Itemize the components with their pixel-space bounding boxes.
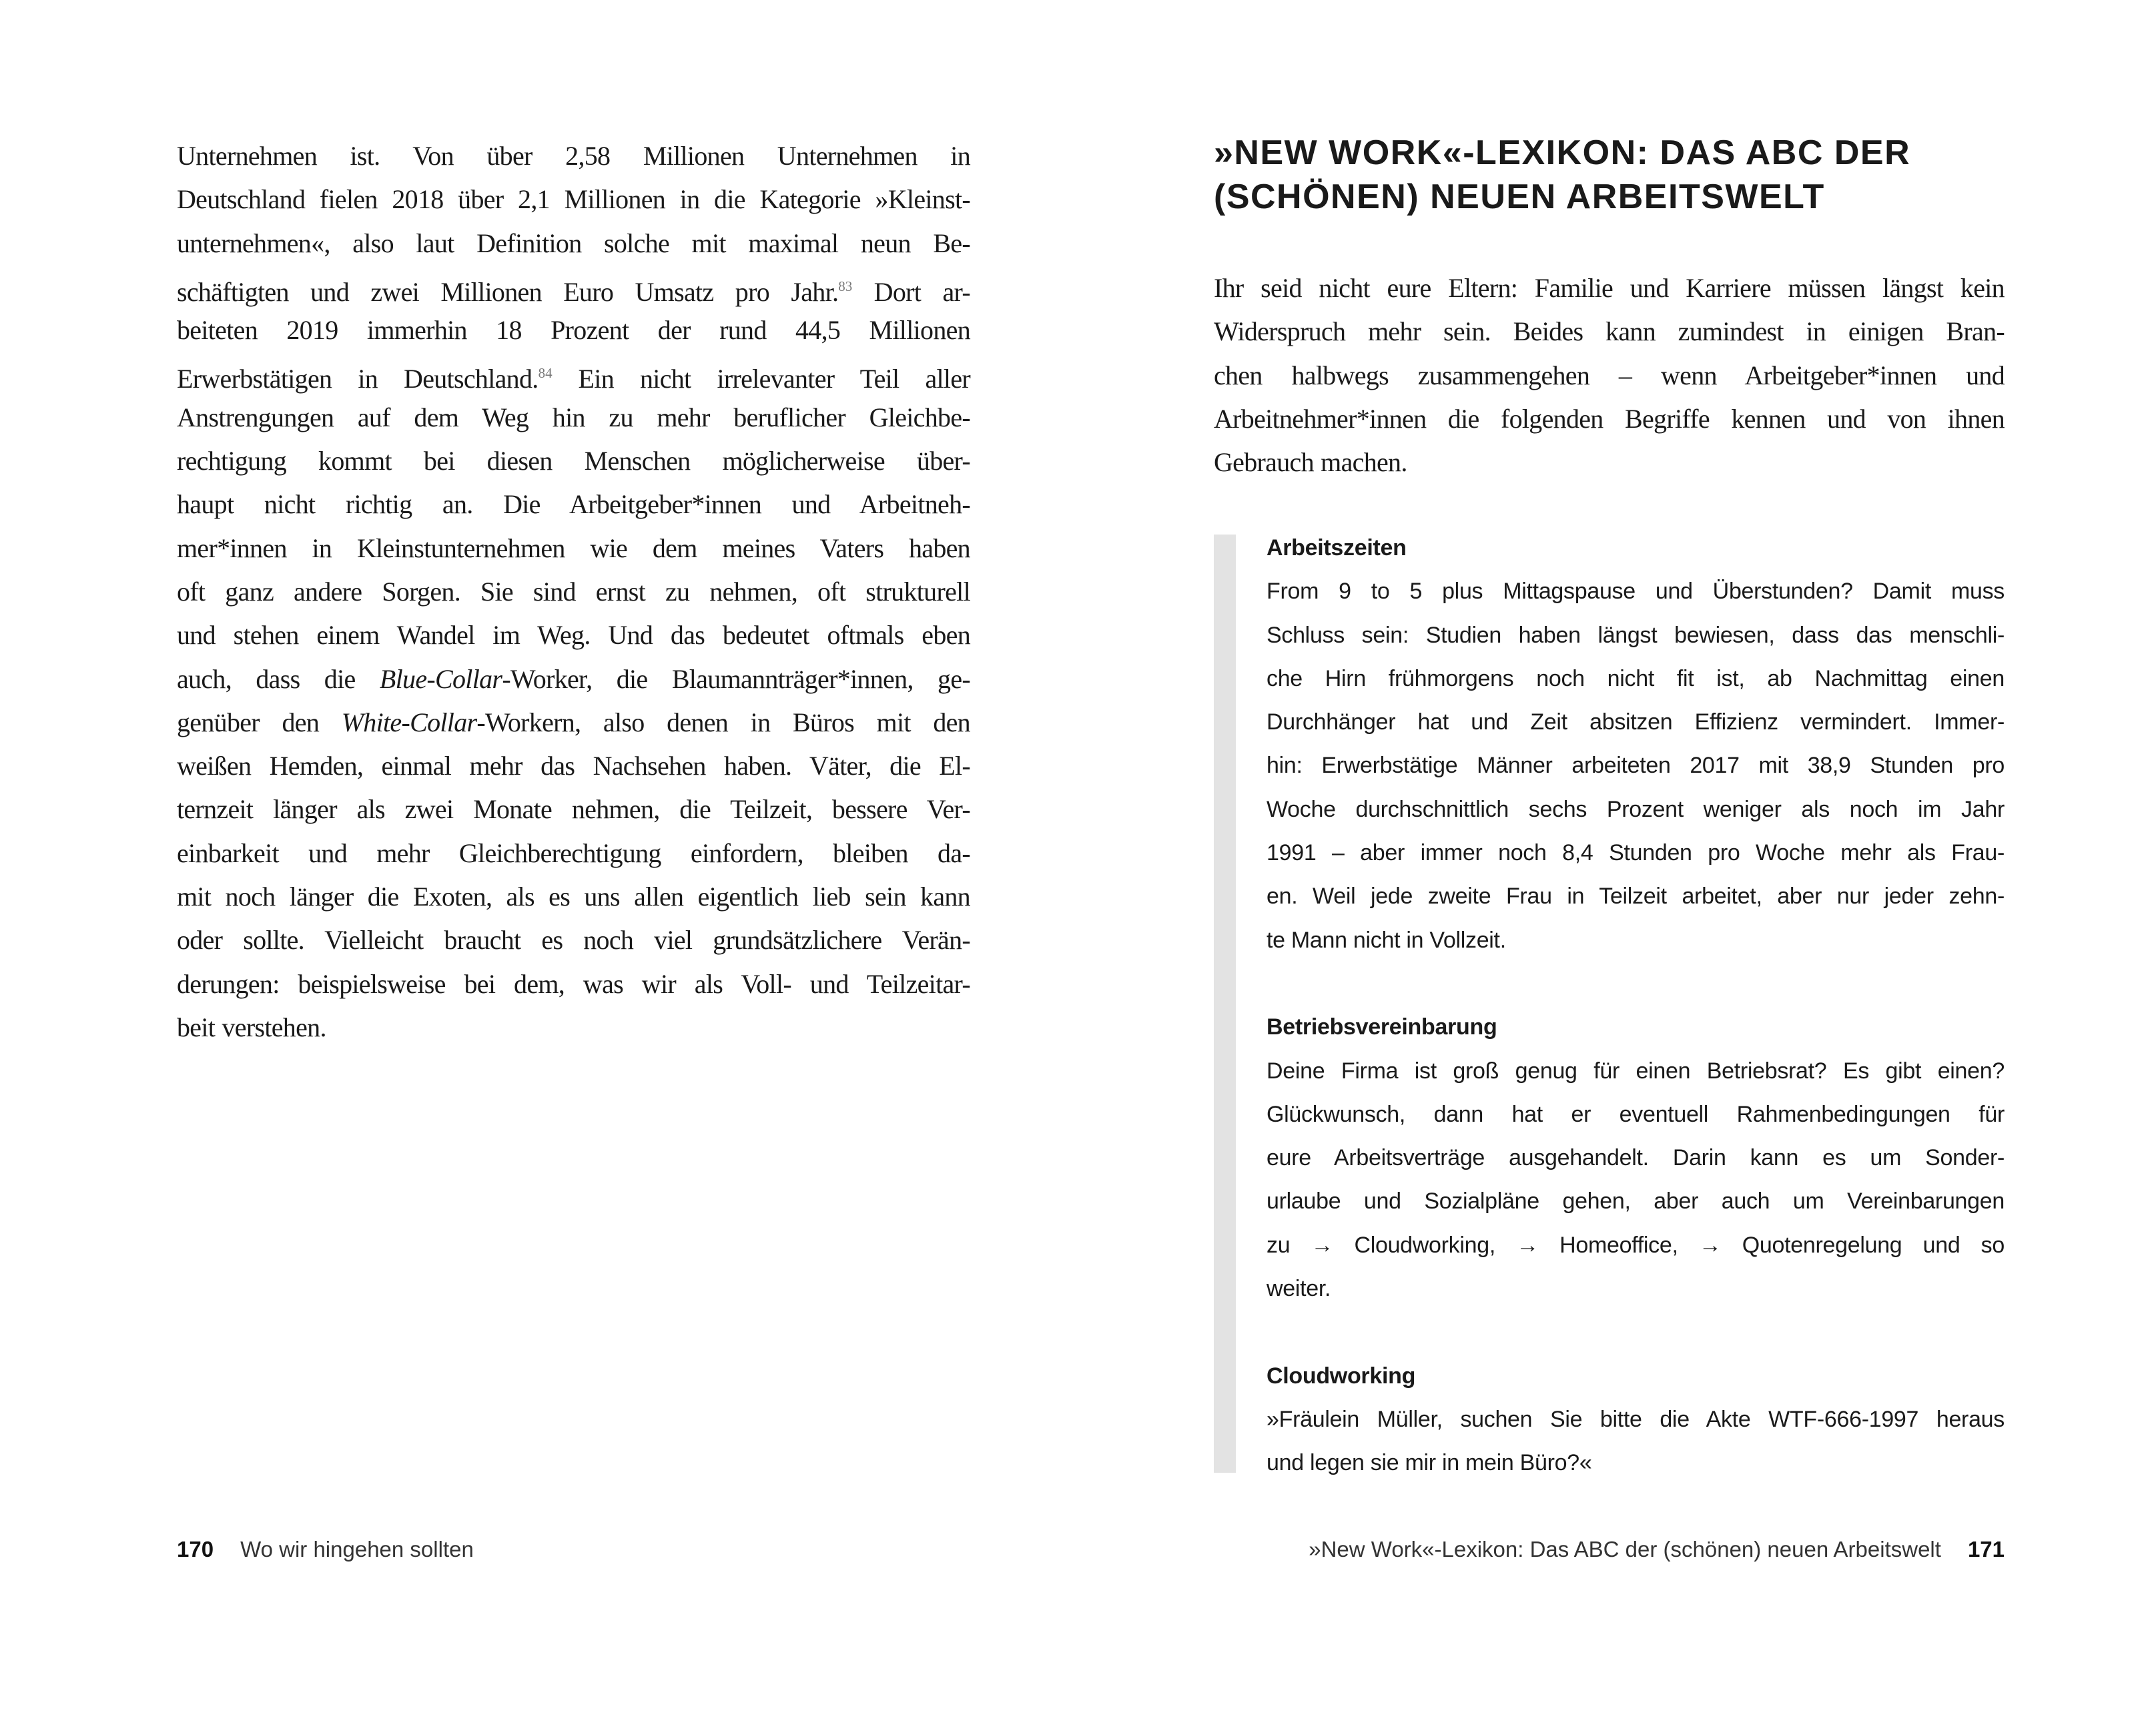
text-segment: rechtigung kommt bei diesen Menschen möglicherweise über- — [177, 446, 970, 476]
text-line — [177, 352, 970, 395]
text-segment: Widerspruch mehr sein. Beides kann zumindest in einigen Bran- — [1214, 316, 2005, 347]
text-segment: chen halbwegs zusammengehen – wenn Arbeitgeber*innen und — [1214, 360, 2005, 390]
footnote-ref: 83 — [838, 278, 853, 294]
text-line — [177, 962, 970, 1006]
footer-right — [1309, 1535, 2005, 1564]
text-line — [177, 439, 970, 482]
text-segment: beiteten 2019 immerhin 18 Prozent der rund 44,5 Millionen — [177, 315, 970, 346]
text-segment: und stehen einem Wandel im Weg. Und das bedeutet oftmals eben — [177, 620, 970, 651]
chapter-heading-line: (SCHÖNEN) NEUEN ARBEITSWELT — [1214, 178, 1825, 216]
glossary-term — [1267, 1006, 2005, 1049]
text-segment: Dort ar- — [852, 276, 970, 307]
running-head: Wo wir hingehen sollten — [240, 1537, 474, 1562]
text-segment: genüber den — [177, 707, 342, 737]
text-line — [1267, 570, 2005, 613]
text-line — [177, 787, 970, 831]
text-line — [1267, 1311, 2005, 1354]
text-line — [1214, 440, 2005, 484]
glossary-term — [1267, 527, 2005, 570]
page-number: 171 — [1967, 1537, 2005, 1562]
text-segment: haupt nicht richtig an. Die Arbeitgeber*innen und Arbeitneh- — [177, 489, 970, 520]
text-line — [177, 265, 970, 308]
text-line — [177, 1006, 970, 1049]
text-segment: eure Arbeitsverträge ausgehandelt. Darin kann es um Sonder- — [1267, 1145, 2005, 1171]
text-segment: te Mann nicht in Vollzeit. — [1267, 927, 1506, 953]
text-segment: auch, dass die — [177, 663, 380, 694]
text-segment: Woche durchschnittlich sechs Prozent weniger als noch im Jahr — [1267, 796, 2005, 822]
text-line — [177, 831, 970, 875]
text-line — [1267, 788, 2005, 831]
text-segment: From 9 to 5 plus Mittagspause und Überstunden? Damit muss — [1267, 579, 2005, 605]
italic-term: White-Collar — [341, 707, 477, 737]
sidebar-box-rule — [1214, 535, 1236, 1473]
text-line — [1267, 1093, 2005, 1136]
text-segment: mer*innen in Kleinstunternehmen wie dem meines Vaters haben — [177, 533, 970, 563]
text-segment: derungen: beispielsweise bei dem, was wir als Voll- und Teilzeitar- — [177, 968, 970, 999]
text-line — [1267, 1398, 2005, 1441]
text-segment: Anstrengungen auf dem Weg hin zu mehr beruflicher Gleichbe- — [177, 402, 970, 432]
text-segment: urlaube und Sozialpläne gehen, aber auch um Vereinbarungen — [1267, 1188, 2005, 1215]
text-line — [1267, 1136, 2005, 1180]
text-segment: Cloudworking — [1267, 1363, 1416, 1389]
page-number: 170 — [177, 1537, 214, 1562]
footnote-ref: 84 — [538, 365, 553, 382]
text-line — [177, 570, 970, 613]
text-line — [1267, 1224, 2005, 1267]
text-segment: che Hirn frühmorgens noch nicht fit ist, ab Nachmittag einen — [1267, 665, 2005, 691]
text-line — [177, 308, 970, 352]
text-segment: Betriebsvereinbarung — [1267, 1014, 1497, 1040]
text-segment: zu → Cloudworking, → Homeoffice, → Quotenregelung und so — [1267, 1232, 2005, 1258]
text-segment: Ihr seid nicht eure Eltern: Familie und Karriere müssen längst kein — [1214, 273, 2005, 303]
text-segment: und legen sie mir in mein Büro?« — [1267, 1450, 1592, 1476]
text-line — [177, 918, 970, 962]
text-line — [177, 482, 970, 526]
text-line — [177, 396, 970, 439]
text-segment: Glückwunsch, dann hat er eventuell Rahmenbedingungen für — [1267, 1101, 2005, 1127]
text-segment: einbarkeit und mehr Gleichberechtigung einfordern, bleiben da- — [177, 837, 970, 868]
text-segment: unternehmen«, also laut Definition solche mit maximal neun Be- — [177, 228, 970, 258]
text-segment: oft ganz andere Sorgen. Sie sind ernst zu nehmen, oft strukturell — [177, 576, 970, 607]
text-line — [177, 178, 970, 221]
text-segment: oder sollte. Vielleicht braucht es noch viel grundsätzlichere Verän- — [177, 925, 970, 956]
text-line — [1267, 744, 2005, 787]
text-segment: schäftigten und zwei Millionen Euro Umsatz pro Jahr. — [177, 276, 839, 307]
text-segment: »Fräulein Müller, suchen Sie bitte die Akte WTF-666-1997 heraus — [1267, 1406, 2005, 1432]
footer-left — [177, 1535, 474, 1564]
text-segment: Schluss sein: Studien haben längst bewiesen, dass das menschli- — [1267, 622, 2005, 648]
chapter-heading-line: »NEW WORK«-LEXIKON: DAS ABC DER — [1214, 133, 1911, 172]
glossary-box — [1267, 527, 2005, 1485]
text-segment: Arbeitszeiten — [1267, 535, 1407, 561]
text-line — [1267, 1267, 2005, 1311]
text-segment: ternzeit länger als zwei Monate nehmen, die Teilzeit, bessere Ver- — [177, 794, 970, 825]
text-line — [1214, 266, 2005, 310]
chapter-heading — [1214, 131, 2015, 219]
text-line — [1267, 1180, 2005, 1223]
text-line — [1267, 657, 2005, 701]
text-line — [177, 134, 970, 178]
glossary-term — [1267, 1355, 2005, 1398]
text-line — [1267, 701, 2005, 744]
text-segment: Deutschland fielen 2018 über 2,1 Millionen in die Kategorie »Kleinst- — [177, 184, 970, 215]
text-line — [177, 613, 970, 657]
text-segment: Ein nicht irrelevanter Teil aller — [552, 364, 970, 394]
text-segment: Deine Firma ist groß genug für einen Betriebsrat? Es gibt einen? — [1267, 1058, 2005, 1084]
text-line — [177, 744, 970, 787]
text-line — [177, 875, 970, 918]
left-page-body — [177, 134, 970, 1049]
text-segment: Gebrauch machen. — [1214, 447, 1407, 478]
text-line — [177, 701, 970, 744]
text-line — [1214, 397, 2005, 440]
text-line — [1267, 831, 2005, 875]
text-line — [1267, 1050, 2005, 1093]
italic-term: Blue-Collar — [379, 663, 502, 694]
text-line — [1267, 1441, 2005, 1485]
text-line — [1267, 962, 2005, 1006]
text-segment: hin: Erwerbstätige Männer arbeiteten 2017 mit 38,9 Stunden pro — [1267, 753, 2005, 779]
text-segment: weiter. — [1267, 1276, 1331, 1302]
text-line — [1267, 875, 2005, 918]
text-segment: Durchhänger hat und Zeit absitzen Effizienz vermindert. Immer- — [1267, 709, 2005, 735]
text-line — [177, 222, 970, 265]
text-line — [1214, 310, 2005, 353]
running-head: »New Work«-Lexikon: Das ABC der (schönen) neuen Arbeitswelt — [1309, 1537, 1941, 1562]
text-segment: -Worker, die Blaumannträger*innen, ge- — [502, 663, 970, 694]
text-segment: en. Weil jede zweite Frau in Teilzeit arbeitet, aber nur jeder zehn- — [1267, 884, 2005, 910]
text-line — [177, 527, 970, 570]
text-line — [177, 657, 970, 701]
text-segment: -Workern, also denen in Büros mit den — [476, 707, 970, 737]
text-segment: mit noch länger die Exoten, als es uns allen eigentlich lieb sein kann — [177, 882, 970, 912]
text-line — [1267, 614, 2005, 657]
text-line — [1267, 919, 2005, 962]
text-segment: Unternehmen ist. Von über 2,58 Millionen Unternehmen in — [177, 141, 970, 171]
text-segment: 1991 – aber immer noch 8,4 Stunden pro Woche mehr als Frau- — [1267, 840, 2005, 866]
text-segment: beit verstehen. — [177, 1012, 326, 1042]
text-segment: Erwerbstätigen in Deutschland. — [177, 364, 538, 394]
intro-paragraph — [1214, 266, 2005, 484]
text-segment: weißen Hemden, einmal mehr das Nachsehen haben. Väter, die El- — [177, 751, 970, 781]
text-line — [1214, 354, 2005, 397]
text-segment: Arbeitnehmer*innen die folgenden Begriffe kennen und von ihnen — [1214, 403, 2005, 434]
